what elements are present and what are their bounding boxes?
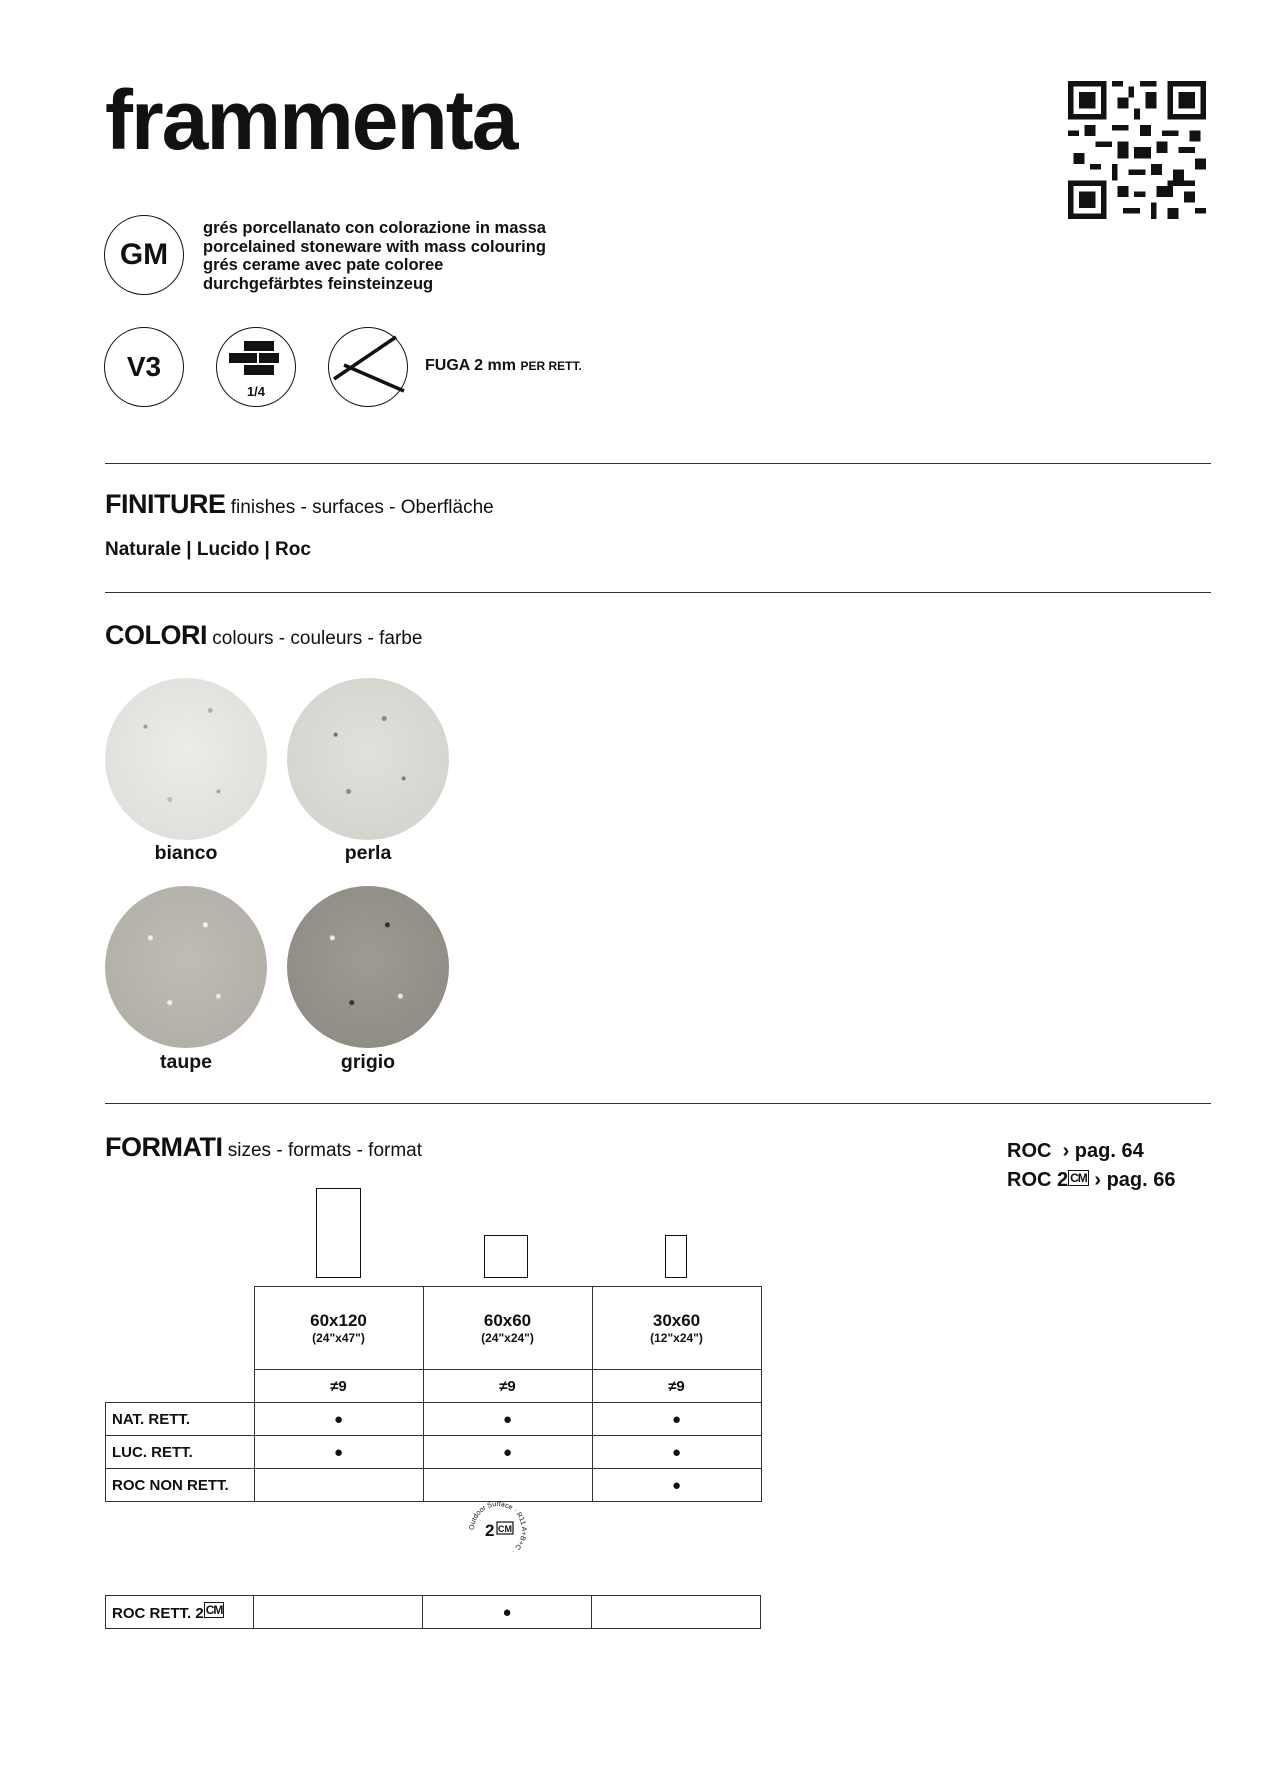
table-corner: [106, 1287, 255, 1370]
colours-heading: [105, 620, 422, 651]
size-sub: (24"x47"): [312, 1331, 365, 1345]
divider: [105, 463, 1211, 464]
laying-offset-label: 1/4: [246, 384, 266, 399]
availability-cell: ●: [592, 1403, 761, 1436]
table-header-row: [106, 1287, 762, 1370]
size-main: 30x60: [652, 1311, 701, 1330]
divider: [105, 1103, 1211, 1104]
mass-colouring-badge: GM: [104, 215, 184, 295]
row-label-roc-2cm: [106, 1596, 254, 1629]
thickness-cell: ≠9: [592, 1370, 761, 1403]
outdoor-2cm-stamp-icon: [468, 1500, 528, 1560]
two-cm-unit: CM: [1070, 1171, 1087, 1185]
size-sub: (12"x24"): [650, 1331, 703, 1345]
availability-cell: ●: [423, 1403, 592, 1436]
two-cm-unit: CM: [205, 1602, 223, 1617]
swatch-label-grigio: grigio: [340, 1051, 396, 1073]
availability-cell: ●: [592, 1469, 761, 1502]
roc-ref-2[interactable]: [1007, 1165, 1176, 1194]
finishes-heading: [105, 489, 494, 520]
roc-ref-1[interactable]: [1007, 1138, 1176, 1165]
availability-cell: [254, 1596, 423, 1629]
colours-title: COLORI: [105, 620, 207, 650]
swatch-perla[interactable]: [287, 678, 449, 840]
format-shape-60x120: [316, 1188, 361, 1278]
availability-cell: ●: [592, 1436, 761, 1469]
two-cm-number: 2: [1057, 1169, 1068, 1191]
desc-line-fr: grés cerame avec pate coloree: [203, 256, 444, 274]
formats-title: FORMATI: [105, 1132, 223, 1162]
table-blank: [106, 1370, 255, 1403]
size-header-30x60: [592, 1287, 761, 1370]
swatch-bianco[interactable]: [105, 678, 267, 840]
two-cm-icon: [195, 1603, 224, 1622]
colours-subtitle: colours - couleurs - farbe: [212, 628, 423, 649]
stamp-ring-text: Outdoor Surface · R11 A+B+C ·: [468, 1500, 528, 1555]
desc-line-en: porcelained stoneware with mass colouring: [203, 237, 546, 256]
thickness-cell: ≠9: [254, 1370, 423, 1403]
size-header-60x120: [254, 1287, 423, 1370]
size-header-60x60: [423, 1287, 592, 1370]
row-label: LUC. RETT.: [106, 1436, 255, 1469]
table-row: [106, 1403, 762, 1436]
fuga-main: FUGA 2 mm: [425, 357, 516, 374]
desc-line-it: grés porcellanato con colorazione in massa: [203, 219, 546, 237]
size-sub: (24"x24"): [481, 1331, 534, 1345]
shade-variation-badge: V3: [104, 327, 184, 407]
swatch-label-bianco: bianco: [154, 842, 218, 864]
availability-cell: [254, 1469, 423, 1502]
product-title: frammenta: [105, 73, 517, 167]
row-label-text: ROC RETT.: [112, 1604, 192, 1622]
availability-cell: ●: [423, 1436, 592, 1469]
divider: [105, 592, 1211, 593]
quarter-offset-laying-icon: [216, 327, 296, 407]
availability-cell: [423, 1469, 592, 1502]
material-description: [203, 219, 546, 293]
two-cm-number: 2: [195, 1604, 203, 1622]
table-row: [106, 1596, 761, 1629]
swatch-label-taupe: taupe: [159, 1051, 212, 1073]
thickness-row: [106, 1370, 762, 1403]
swatch-label-perla: perla: [344, 842, 392, 864]
joint-width-label: [425, 357, 582, 375]
swatch-taupe[interactable]: [105, 886, 267, 1048]
row-label: NAT. RETT.: [106, 1403, 255, 1436]
roc-ref-2-page: › pag. 66: [1094, 1169, 1176, 1191]
roc-ref-1-label: ROC: [1007, 1140, 1052, 1162]
swatch-grigio[interactable]: [287, 886, 449, 1048]
table-row: [106, 1469, 762, 1502]
availability-cell: ●: [423, 1596, 592, 1629]
thickness-cell: ≠9: [423, 1370, 592, 1403]
joint-cross-icon: [328, 327, 408, 407]
stamp-cm: CM: [498, 1524, 512, 1534]
formats-subtitle: sizes - formats - format: [227, 1140, 423, 1161]
finishes-title: FINITURE: [105, 489, 226, 519]
roc-ref-2-label: ROC: [1007, 1169, 1052, 1191]
format-shape-60x60: [484, 1235, 528, 1278]
roc-page-references: [1007, 1138, 1176, 1194]
availability-cell: ●: [254, 1403, 423, 1436]
fuga-cross-icon: [328, 327, 408, 407]
fuga-small: PER RETT.: [520, 359, 582, 373]
formats-table-2cm: [105, 1595, 761, 1629]
availability-cell: ●: [254, 1436, 423, 1469]
size-main: 60x120: [310, 1311, 367, 1330]
desc-line-de: durchgefärbtes feinsteinzeug: [203, 274, 434, 293]
roc-ref-1-page: › pag. 64: [1062, 1140, 1144, 1162]
finishes-list: Naturale | Lucido | Roc: [105, 539, 311, 560]
formats-heading: [105, 1132, 422, 1163]
stamp-two: 2: [485, 1521, 495, 1540]
availability-cell: [592, 1596, 761, 1629]
size-main: 60x60: [483, 1311, 532, 1330]
finishes-subtitle: finishes - surfaces - Oberfläche: [230, 497, 494, 518]
table-row: [106, 1436, 762, 1469]
row-label: ROC NON RETT.: [106, 1469, 255, 1502]
format-shape-30x60: [665, 1235, 687, 1278]
formats-table: [105, 1286, 762, 1502]
two-cm-icon: [1057, 1165, 1089, 1194]
qr-code-icon[interactable]: [1068, 81, 1206, 219]
